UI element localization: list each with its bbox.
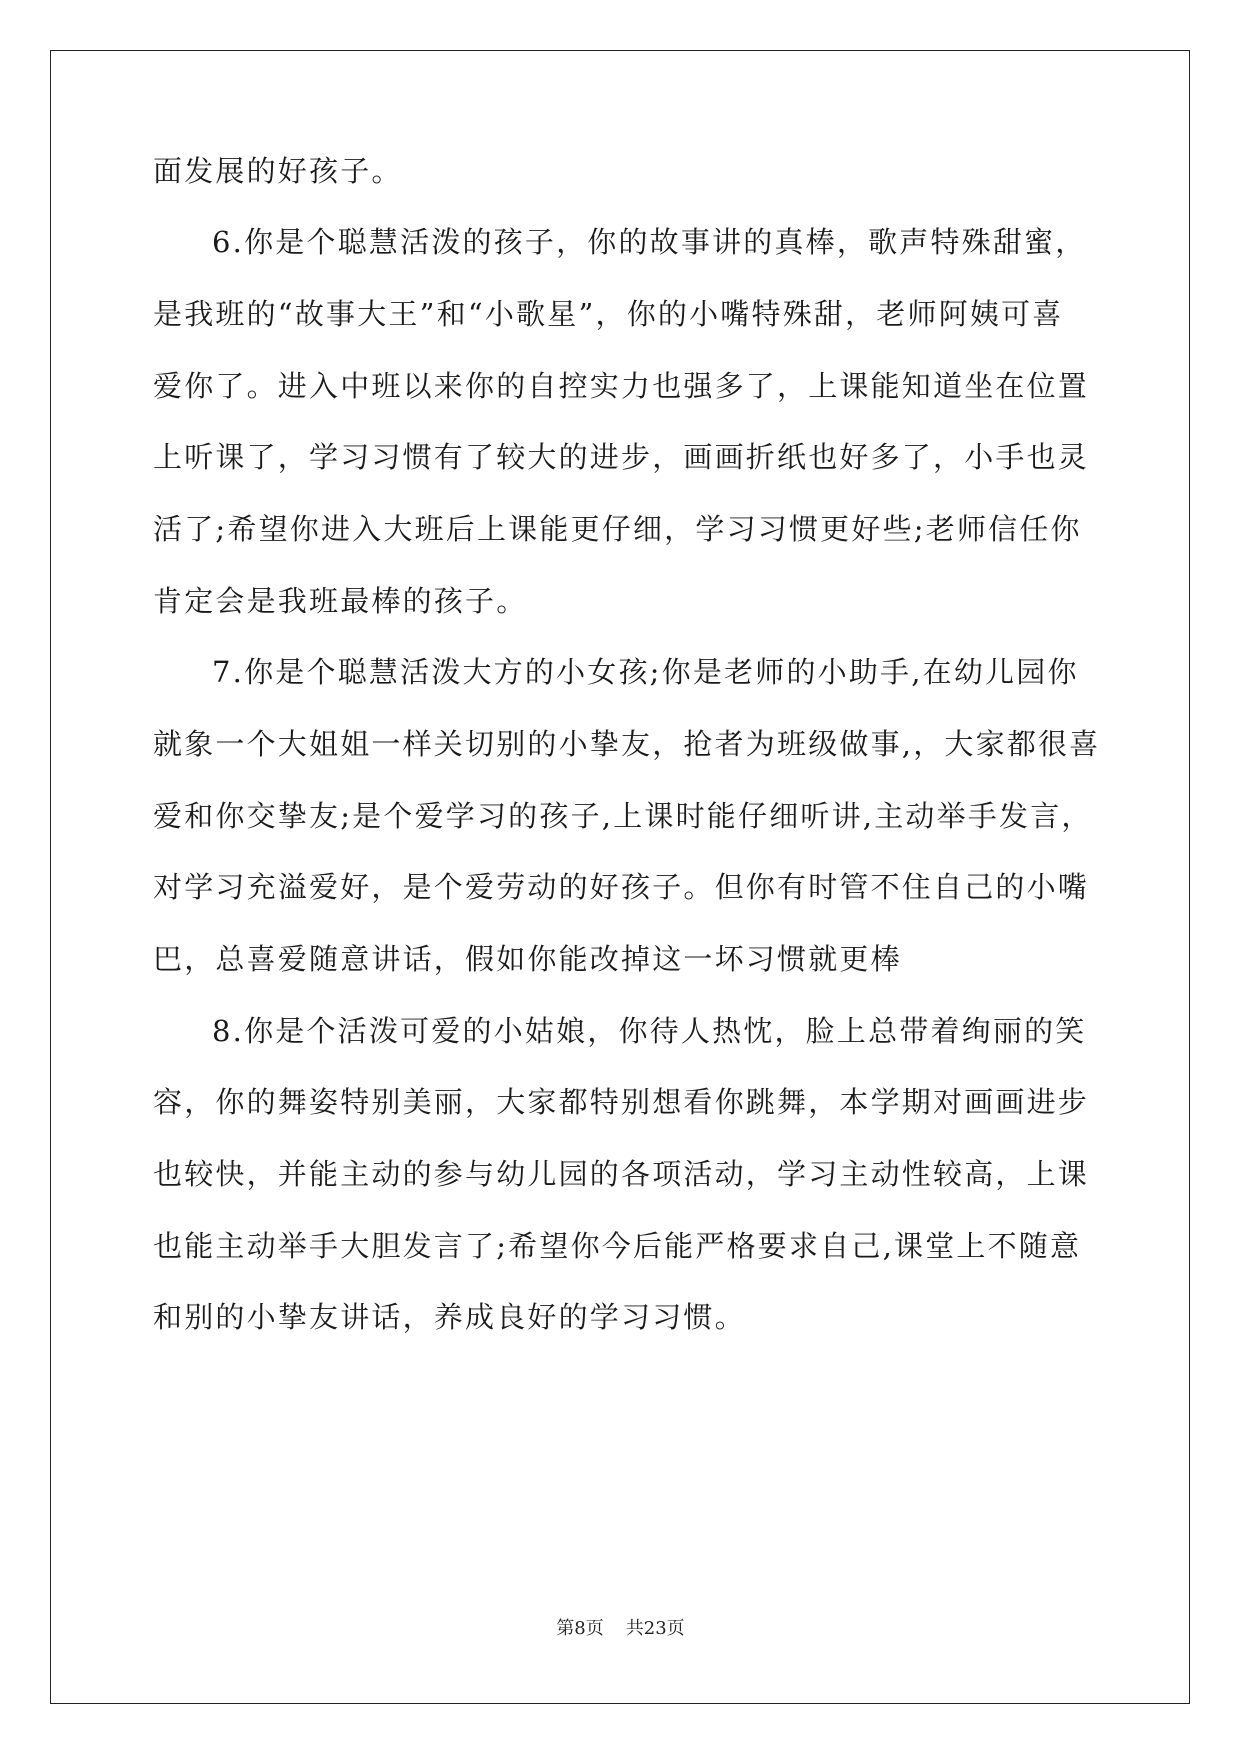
- text-line: 和别的小挚友讲话，养成良好的学习习惯。: [153, 1300, 746, 1334]
- text-line: 8.你是个活泼可爱的小姑娘，你待人热忱，脸上总带着绚丽的笑: [212, 1014, 1087, 1048]
- text-line: 爱和你交挚友;是个爱学习的孩子,上课时能仔细听讲,主动举手发言，: [153, 799, 1093, 833]
- text-line: 就象一个大姐姐一样关切别的小挚友，抢者为班级做事,，大家都很喜: [153, 727, 1101, 761]
- text-line: 6.你是个聪慧活泼的孩子，你的故事讲的真棒，歌声特殊甜蜜，: [212, 225, 1087, 259]
- page-footer: [0, 1617, 1241, 1641]
- text-line: 对学习充溢爱好，是个爱劳动的好孩子。但你有时管不住自己的小嘴: [153, 870, 1090, 904]
- text-line: 肯定会是我班最棒的孩子。: [153, 584, 528, 618]
- text-line: 爱你了。进入中班以来你的自控实力也强多了，上课能知道坐在位置: [153, 369, 1090, 403]
- text-line: 也较快，并能主动的参与幼儿园的各项活动，学习主动性较高，上课: [153, 1157, 1090, 1191]
- text-line: 面发展的好孩子。: [153, 154, 403, 188]
- text-line: 活了;希望你进入大班后上课能更仔细，学习习惯更好些;老师信任你: [153, 512, 1082, 546]
- text-line: 也能主动举手大胆发言了;希望你今后能严格要求自己,课堂上不随意: [153, 1229, 1082, 1263]
- page-number: 第8页: [556, 1618, 604, 1639]
- text-line: 巴，总喜爱随意讲话，假如你能改掉这一坏习惯就更棒: [153, 942, 902, 976]
- text-line: 7.你是个聪慧活泼大方的小女孩;你是老师的小助手,在幼儿园你: [212, 655, 1079, 689]
- text-line: 容，你的舞姿特别美丽，大家都特别想看你跳舞，本学期对画画进步: [153, 1085, 1090, 1119]
- text-line: 上听课了，学习习惯有了较大的进步，画画折纸也好多了，小手也灵: [153, 440, 1090, 474]
- text-line: 是我班的“故事大王”和“小歌星”，你的小嘴特殊甜，老师阿姨可喜: [153, 297, 1064, 331]
- page-total: 共23页: [625, 1618, 685, 1639]
